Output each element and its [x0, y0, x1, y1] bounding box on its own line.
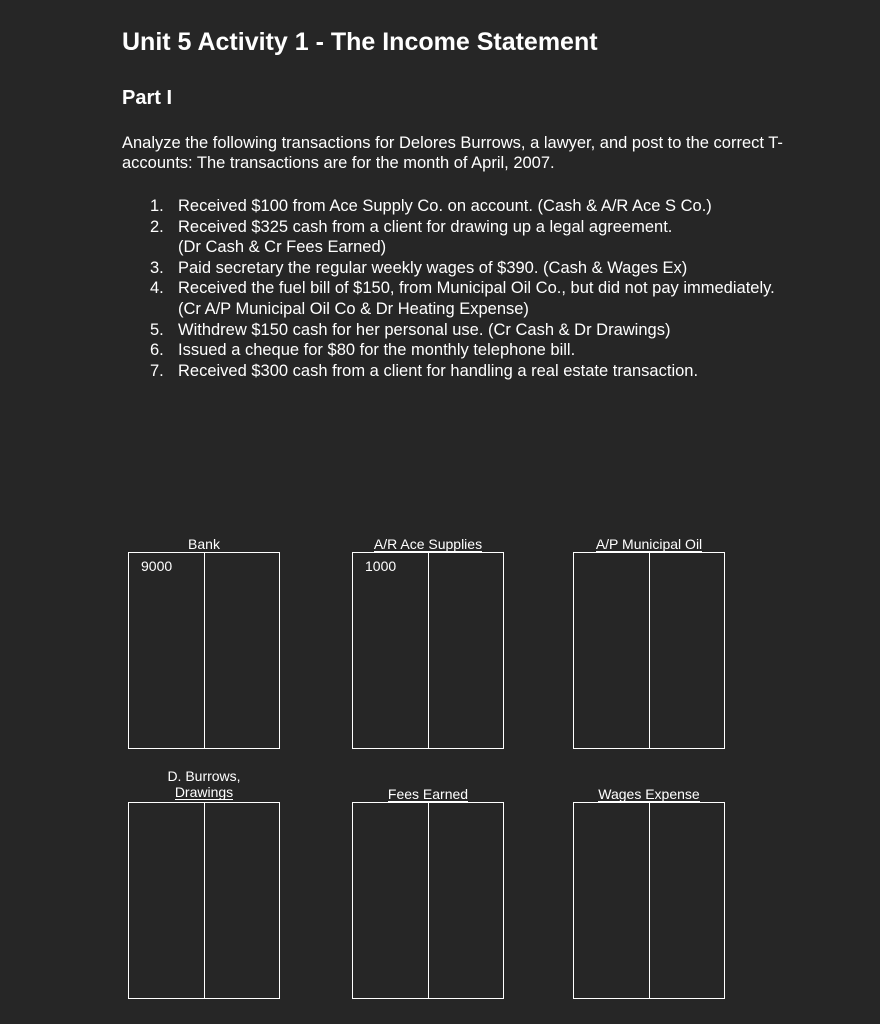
list-item	[122, 320, 802, 341]
t-account-box	[128, 552, 280, 749]
item-text: Received $100 from Ace Supply Co. on account. (Cash & A/R Ace S Co.)	[178, 197, 712, 215]
item-text: Received $325 cash from a client for drawing up a legal agreement.	[178, 217, 673, 236]
t-account-label: Fees Earned	[387, 786, 469, 802]
t-account-divider	[204, 803, 205, 998]
item-number: 6.	[150, 341, 164, 360]
debit-entry: 9000	[141, 558, 173, 574]
transaction-list	[122, 196, 802, 381]
list-item	[122, 361, 802, 382]
t-account-divider	[428, 553, 429, 748]
section-heading: Part I	[122, 87, 173, 109]
t-account-box	[573, 552, 725, 749]
t-account-box	[573, 802, 725, 999]
item-text: Paid secretary the regular weekly wages of $390. (Cash & Wages Ex)	[178, 258, 688, 277]
t-account-divider	[204, 553, 205, 748]
t-account-label: A/P Municipal Oil	[595, 536, 703, 552]
item-number: 1.	[150, 197, 164, 215]
list-item	[122, 217, 802, 258]
item-note: (Dr Cash & Cr Fees Earned)	[178, 238, 387, 257]
item-number: 3.	[150, 258, 164, 277]
item-number: 7.	[150, 361, 164, 380]
item-number: 5.	[150, 320, 164, 339]
item-number: 4.	[150, 279, 164, 298]
t-account-box	[128, 802, 280, 999]
list-item	[122, 258, 802, 279]
t-account-label: D. Burrows, Drawings	[167, 768, 241, 800]
instructions-paragraph: Analyze the following transactions for Delores Burrows, a lawyer, and post to the correct T-accounts: The transactions are for the month of April, 2007.	[122, 134, 783, 172]
t-account-label: Bank	[188, 536, 220, 552]
t-account-divider	[649, 803, 650, 998]
t-account-box	[352, 802, 504, 999]
list-item	[122, 196, 802, 217]
item-note: (Cr A/P Municipal Oil Co & Dr Heating Expense)	[178, 299, 529, 318]
list-item	[122, 278, 802, 319]
item-text: Issued a cheque for $80 for the monthly telephone bill.	[178, 341, 576, 360]
t-account-label: Wages Expense	[598, 786, 700, 802]
t-account-divider	[428, 803, 429, 998]
page-title: Unit 5 Activity 1 - The Income Statement	[122, 28, 598, 56]
t-account-label: A/R Ace Supplies	[373, 536, 483, 552]
debit-entry: 1000	[365, 558, 397, 574]
item-text: Withdrew $150 cash for her personal use. (Cr Cash & Dr Drawings)	[178, 320, 671, 339]
item-number: 2.	[150, 217, 164, 236]
list-item	[122, 340, 802, 361]
t-account-box	[352, 552, 504, 749]
item-text: Received $300 cash from a client for handling a real estate transaction.	[178, 361, 699, 380]
item-text: Received the fuel bill of $150, from Municipal Oil Co., but did not pay immediately.	[178, 279, 775, 298]
t-account-divider	[649, 553, 650, 748]
